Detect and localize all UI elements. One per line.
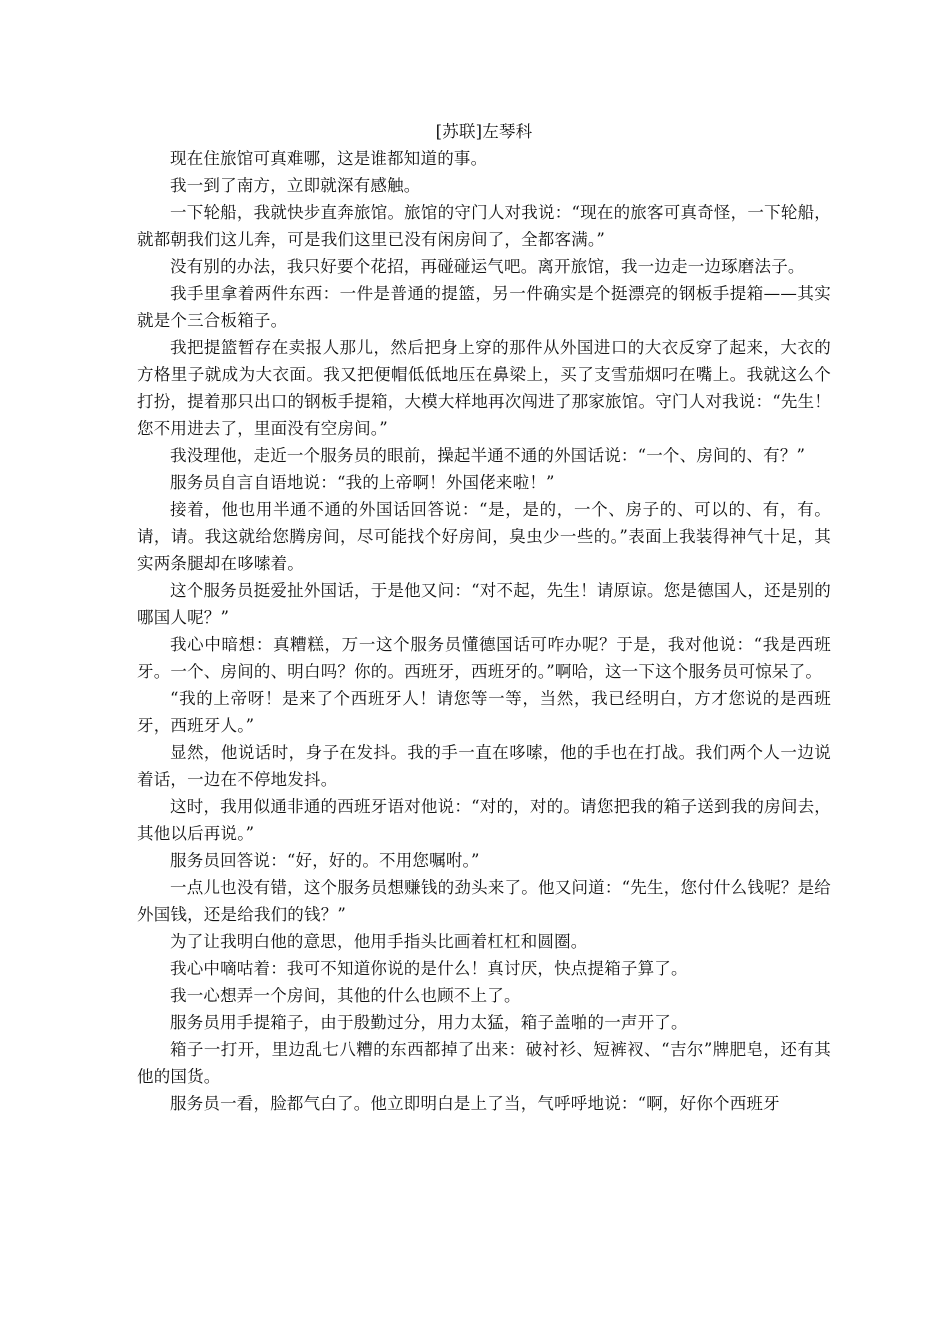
paragraph: 显然，他说话时，身子在发抖。我的手一直在哆嗦，他的手也在打战。我们两个人一边说着话，一边在不停地发抖。: [137, 743, 831, 789]
paragraph: 我心中嘀咕着：我可不知道你说的是什么！真讨厌，快点提箱子算了。: [170, 959, 688, 978]
paragraph: 我一到了南方，立即就深有感触。: [170, 176, 421, 195]
paragraph: 这时，我用似通非通的西班牙语对他说：“对的，对的。请您把我的箱子送到我的房间去，其他以后再说。”: [137, 797, 831, 843]
paragraph: “我的上帝呀！是来了个西班牙人！请您等一等，当然，我已经明白，方才您说的是西班牙，西班牙人。”: [137, 689, 831, 735]
paragraph: 为了让我明白他的意思，他用手指头比画着杠杠和圆圈。: [170, 932, 588, 951]
paragraph: 一下轮船，我就快步直奔旅馆。旅馆的守门人对我说：“现在的旅客可真奇怪，一下轮船，就都朝我们这儿奔，可是我们这里已没有闲房间了，全都客满。”: [137, 203, 831, 249]
paragraph: 我没理他，走近一个服务员的眼前，操起半通不通的外国话说：“一个、房间的、有？”: [170, 446, 806, 465]
paragraph: 没有别的办法，我只好要个花招，再碰碰运气吧。离开旅馆，我一边走一边琢磨法子。: [170, 257, 805, 276]
paragraph: 一点儿也没有错，这个服务员想赚钱的劲头来了。他又问道：“先生，您付什么钱呢？是给外国钱，还是给我们的钱？”: [137, 878, 831, 924]
paragraph: 服务员一看，脸都气白了。他立即明白是上了当，气呼呼地说：“啊，好你个西班牙: [170, 1094, 780, 1113]
paragraph: 我心中暗想：真糟糕，万一这个服务员懂德国话可咋办呢？于是，我对他说：“我是西班牙。一个、房间的、明白吗？你的。西班牙，西班牙的。”啊哈，这一下这个服务员可惊呆了。: [137, 635, 831, 681]
article-body: [137, 118, 831, 1117]
author-line: [苏联]左琴科: [435, 122, 533, 141]
paragraph: 这个服务员挺爱扯外国话，于是他又问：“对不起，先生！请原谅。您是德国人，还是别的哪国人呢？”: [137, 581, 831, 627]
paragraph: 我手里拿着两件东西：一件是普通的提篮，另一件确实是个挺漂亮的钢板手提箱——其实就是个三合板箱子。: [137, 284, 831, 330]
paragraph: 服务员自言自语地说：“我的上帝啊！外国佬来啦！”: [170, 473, 555, 492]
paragraph: 我一心想弄一个房间，其他的什么也顾不上了。: [170, 986, 521, 1005]
paragraph: 我把提篮暂存在卖报人那儿，然后把身上穿的那件从外国进口的大衣反穿了起来，大衣的方格里子就成为大衣面。我又把便帽低低地压在鼻梁上，买了支雪茄烟叼在嘴上。我就这么个打扮，提着那只出口的钢板手提箱，大模大样地再次闯进了那家旅馆。守门人对我说：“先生！您不用进去了，里面没有空房间。”: [137, 338, 831, 438]
paragraph: 接着，他也用半通不通的外国话回答说：“是，是的，一个、房子的、可以的、有，有。请，请。我这就给您腾房间，尽可能找个好房间，臭虫少一些的。”表面上我装得神气十足，其实两条腿却在哆嗦着。: [137, 500, 831, 573]
paragraph: 服务员用手提箱子，由于殷勤过分，用力太猛，箱子盖啪的一声开了。: [170, 1013, 688, 1032]
paragraph: 现在住旅馆可真难哪，这是谁都知道的事。: [170, 149, 488, 168]
paragraph: 服务员回答说：“好，好的。不用您嘱咐。”: [170, 851, 480, 870]
paragraph: 箱子一打开，里边乱七八糟的东西都掉了出来：破衬衫、短裤衩、“吉尔”牌肥皂，还有其他的国货。: [137, 1040, 831, 1086]
